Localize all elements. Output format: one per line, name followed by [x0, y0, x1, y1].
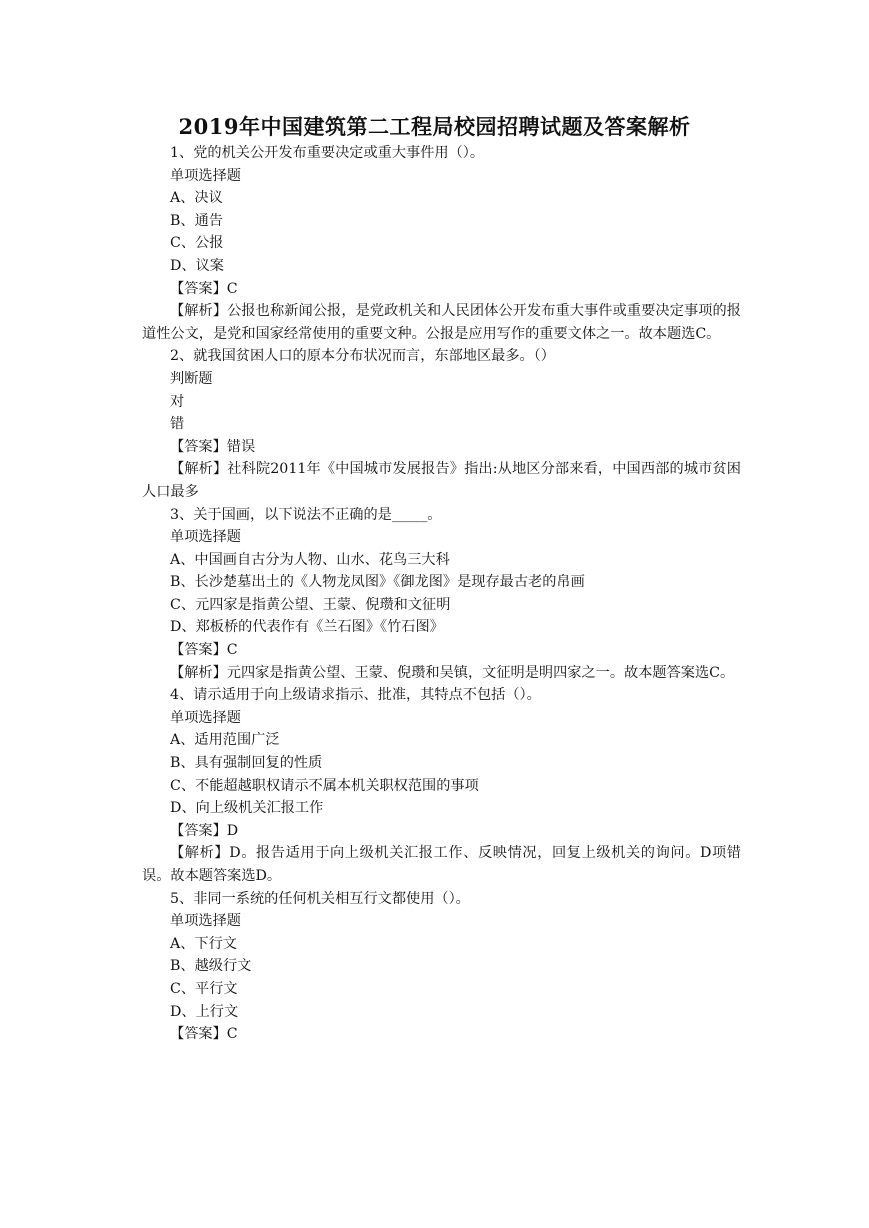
answer: 【答案】C — [170, 280, 238, 297]
analysis: 【解析】D。报告适用于向上级机关汇报工作、反映情况，回复上级机关的询问。D项错误。故本题答案选D。 — [142, 845, 741, 884]
option-a: A、下行文 — [170, 935, 237, 952]
analysis: 【解析】元四家是指黄公望、王蒙、倪瓒和吴镇，文征明是明四家之一。故本题答案选C。 — [170, 664, 735, 681]
answer: 【答案】错误 — [170, 438, 256, 455]
question-type: 单项选择题 — [170, 709, 241, 726]
option-d: D、郑板桥的代表作有《兰石图》《竹石图》 — [170, 619, 444, 636]
option-a: A、中国画自古分为人物、山水、花鸟三大科 — [170, 551, 450, 568]
answer: 【答案】C — [170, 642, 238, 659]
analysis: 【解析】公报也称新闻公报，是党政机关和人民团体公开发布重大事件或重要决定事项的报道性公文，是党和国家经常使用的重要文种。公报是应用写作的重要文体之一。故本题选C。 — [142, 303, 741, 342]
option-c: C、元四家是指黄公望、王蒙、倪瓒和文征明 — [170, 596, 451, 613]
answer: 【答案】D — [170, 822, 239, 839]
question-type: 判断题 — [170, 370, 213, 387]
question-stem: 1、党的机关公开发布重要决定或重大事件用（）。 — [170, 145, 485, 161]
option-d: D、上行文 — [170, 1003, 239, 1020]
question-stem: 2、就我国贫困人口的原本分布状况而言，东部地区最多。（） — [170, 348, 555, 365]
option-a: A、适用范围广泛 — [170, 732, 280, 749]
option-b: B、通告 — [170, 212, 223, 229]
question-stem: 3、关于国画，以下说法不正确的是_____。 — [170, 506, 442, 523]
option-d: D、议案 — [170, 257, 224, 274]
answer: 【答案】C — [170, 1026, 238, 1043]
question-type: 单项选择题 — [170, 913, 241, 930]
question-3 — [128, 504, 741, 685]
question-stem: 5、非同一系统的任何机关相互行文都使用（）。 — [170, 890, 470, 907]
option-b: B、长沙楚墓出土的《人物龙凤图》《御龙图》是现存最古老的帛画 — [170, 574, 585, 591]
option-c: C、平行文 — [170, 980, 238, 997]
question-4 — [128, 684, 741, 887]
question-stem: 4、请示适用于向上级请求指示、批准，其特点不包括（）。 — [170, 687, 541, 704]
option-d: D、向上级机关汇报工作 — [170, 800, 324, 817]
option-false: 错 — [170, 416, 185, 433]
document-title: 2019年中国建筑第二工程局校园招聘试题及答案解析 — [178, 114, 691, 139]
question-2 — [128, 345, 741, 503]
option-a: A、决议 — [170, 190, 223, 207]
question-5 — [128, 888, 741, 1046]
question-type: 单项选择题 — [170, 167, 241, 184]
option-c: C、不能超越职权请示不属本机关职权范围的事项 — [170, 777, 479, 794]
question-type: 单项选择题 — [170, 529, 241, 546]
question-1 — [128, 142, 741, 345]
option-c: C、公报 — [170, 235, 224, 252]
analysis: 【解析】社科院2011年《中国城市发展报告》指出:从地区分部来看，中国西部的城市贫困人口最多 — [142, 461, 741, 500]
option-b: B、具有强制回复的性质 — [170, 755, 323, 772]
option-true: 对 — [170, 393, 185, 410]
option-b: B、越级行文 — [170, 958, 252, 975]
